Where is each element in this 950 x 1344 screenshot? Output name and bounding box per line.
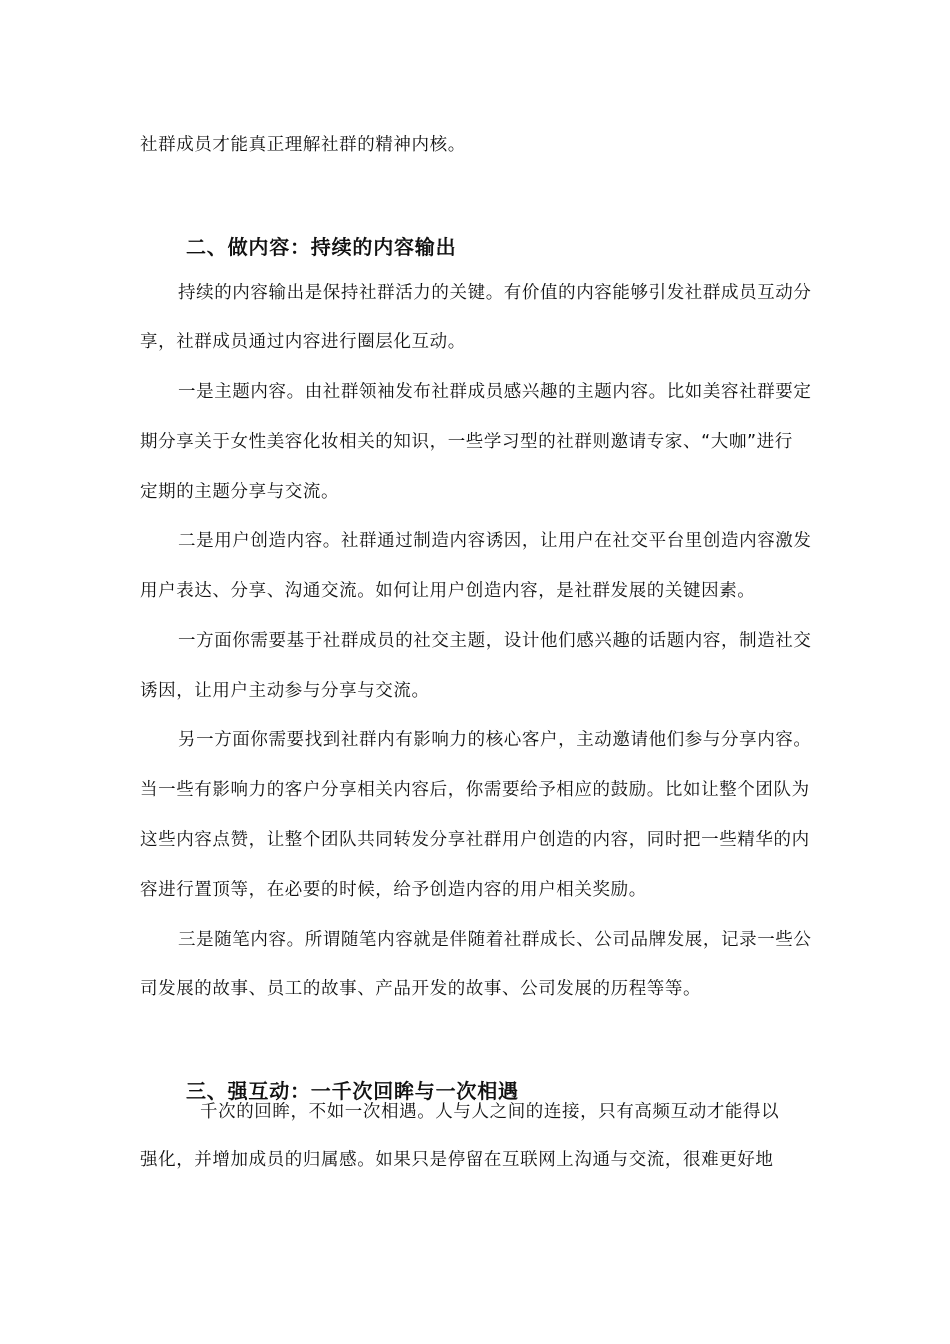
paragraph-line: 司发展的故事、员工的故事、产品开发的故事、公司发展的历程等等。 [140, 979, 702, 999]
paragraph-line: 期分享关于女性美容化妆相关的知识，一些学习型的社群则邀请专家、“大咖”进行 [140, 432, 793, 452]
paragraph-continuation: 社群成员才能真正理解社群的精神内核。 [140, 135, 466, 155]
paragraph-line: 享，社群成员通过内容进行圈层化互动。 [140, 332, 466, 352]
paragraph-line: 一是主题内容。由社群领袖发布社群成员感兴趣的主题内容。比如美容社群要定 [178, 382, 812, 402]
paragraph-line: 用户表达、分享、沟通交流。如何让用户创造内容，是社群发展的关键因素。 [140, 581, 756, 601]
paragraph-line: 千次的回眸，不如一次相遇。人与人之间的连接，只有高频互动才能得以 [200, 1102, 780, 1122]
paragraph-line: 容进行置顶等，在必要的时候，给予创造内容的用户相关奖励。 [140, 880, 647, 900]
section-heading-2: 二、做内容：持续的内容输出 [186, 235, 457, 259]
paragraph-line: 强化，并增加成员的归属感。如果只是停留在互联网上沟通与交流，很难更好地 [140, 1150, 774, 1170]
paragraph-line: 三是随笔内容。所谓随笔内容就是伴随着社群成长、公司品牌发展，记录一些公 [178, 930, 812, 950]
paragraph-line: 当一些有影响力的客户分享相关内容后，你需要给予相应的鼓励。比如让整个团队为 [140, 780, 810, 800]
paragraph-line: 诱因，让用户主动参与分享与交流。 [140, 681, 430, 701]
paragraph-line: 定期的主题分享与交流。 [140, 482, 340, 502]
paragraph-line: 持续的内容输出是保持社群活力的关键。有价值的内容能够引发社群成员互动分 [178, 283, 812, 303]
paragraph-line: 另一方面你需要找到社群内有影响力的核心客户，主动邀请他们参与分享内容。 [178, 730, 812, 750]
paragraph-line: 一方面你需要基于社群成员的社交主题，设计他们感兴趣的话题内容，制造社交 [178, 631, 812, 651]
paragraph-line: 这些内容点赞，让整个团队共同转发分享社群用户创造的内容，同时把一些精华的内 [140, 830, 810, 850]
paragraph-line: 二是用户创造内容。社群通过制造内容诱因，让用户在社交平台里创造内容激发 [178, 531, 812, 551]
section-heading-3: 三、强互动：一千次回眸与一次相遇 [186, 1079, 519, 1103]
